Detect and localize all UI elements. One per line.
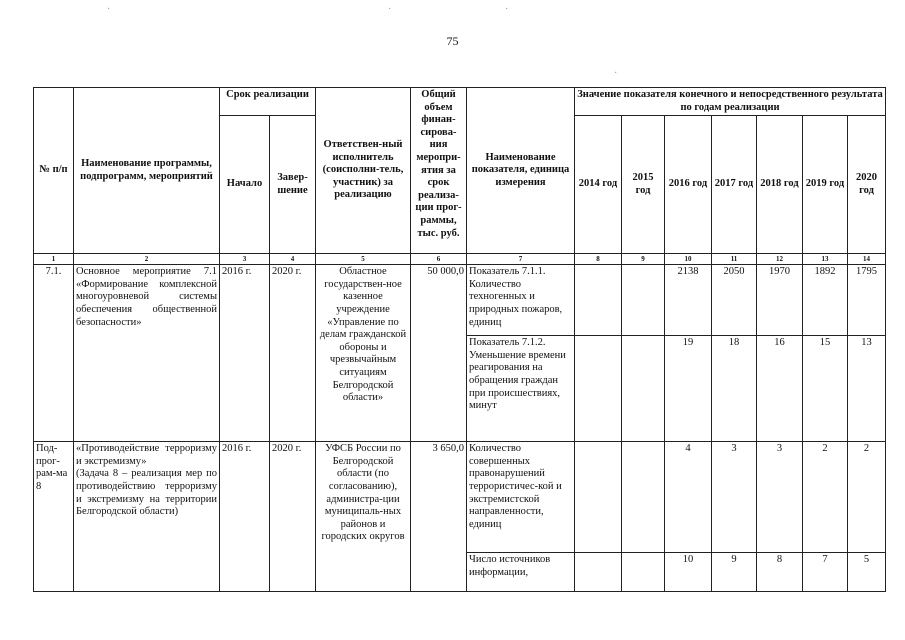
indicator-value	[575, 336, 622, 442]
column-number-row	[34, 254, 886, 265]
indicator-value	[622, 336, 665, 442]
indicator-value: 19	[665, 336, 712, 442]
scan-speck: ·	[388, 4, 392, 15]
row-funding: 50 000,0	[411, 265, 467, 442]
column-number: 8	[575, 254, 622, 265]
indicator-value: 9	[712, 553, 757, 592]
indicator-value: 5	[848, 553, 886, 592]
row-name: Основное мероприятие 7.1 «Формирование комплексной многоуровневой системы обеспечения общественной безопасности»	[74, 265, 220, 442]
indicator-value: 1795	[848, 265, 886, 336]
row-name-title: «Противодействие терроризму и экстремизму»	[76, 443, 217, 467]
indicator-value	[622, 553, 665, 592]
header-year: 2020 год	[848, 116, 886, 254]
row-funding: 3 650,0	[411, 442, 467, 592]
row-num: Под-прог-рам-ма 8	[34, 442, 74, 592]
header-year: 2017 год	[712, 116, 757, 254]
row-executor: Областное государствен-ное казенное учреждение «Управление по делам гражданской обороны и чрезвычайным ситуациям Белгородской области»	[316, 265, 411, 442]
indicator-name: Показатель 7.1.1. Количество техногенных и природных пожаров, единиц	[467, 265, 575, 336]
column-number: 12	[757, 254, 803, 265]
header-year: 2015 год	[622, 116, 665, 254]
header-year: 2014 год	[575, 116, 622, 254]
scan-speck: ·	[505, 4, 509, 15]
indicator-value: 2	[848, 442, 886, 553]
row-end: 2020 г.	[270, 442, 316, 592]
column-number: 6	[411, 254, 467, 265]
indicator-value: 16	[757, 336, 803, 442]
header-name: Наименование программы, подпрограмм, мероприятий	[74, 88, 220, 254]
header-values-group: Значение показателя конечного и непосредственного результата по годам реализации	[575, 88, 886, 116]
indicator-value: 2138	[665, 265, 712, 336]
indicator-value: 4	[665, 442, 712, 553]
indicator-value: 7	[803, 553, 848, 592]
indicator-value: 18	[712, 336, 757, 442]
indicator-name: Количество совершенных правонарушений террористичес-кой и экстремистской направленности, единиц	[467, 442, 575, 553]
header-executor: Ответствен-ный исполнитель (соисполни-тель, участник) за реализацию	[316, 88, 411, 254]
indicator-value: 1892	[803, 265, 848, 336]
row-start: 2016 г.	[220, 265, 270, 442]
header-year: 2019 год	[803, 116, 848, 254]
column-number: 11	[712, 254, 757, 265]
row-num: 7.1.	[34, 265, 74, 442]
page-number: 75	[446, 34, 459, 48]
scan-speck: ·	[107, 4, 111, 15]
indicator-value: 3	[757, 442, 803, 553]
column-number: 14	[848, 254, 886, 265]
header-term: Срок реализации	[220, 88, 316, 116]
scan-speck: ·	[614, 68, 618, 79]
column-number: 9	[622, 254, 665, 265]
indicator-value	[622, 442, 665, 553]
table-row	[34, 265, 886, 336]
column-number: 13	[803, 254, 848, 265]
header-funding: Общий объем финан-сирова-ния меропри-ятия за срок реализа-ции прог-раммы, тыс. руб.	[411, 88, 467, 254]
indicator-value: 8	[757, 553, 803, 592]
column-number: 10	[665, 254, 712, 265]
indicator-value: 15	[803, 336, 848, 442]
indicator-value: 13	[848, 336, 886, 442]
row-name-task: (Задача 8 – реализация мер по противодействию терроризму и экстремизму на территории Белгородской области)	[76, 468, 217, 518]
indicator-value	[622, 265, 665, 336]
header-term-start: Начало	[220, 116, 270, 254]
indicator-value: 2050	[712, 265, 757, 336]
program-table	[33, 87, 886, 592]
indicator-value	[575, 553, 622, 592]
indicator-name: Показатель 7.1.2. Уменьшение времени реагирования на обращения граждан при происшествиях, минут	[467, 336, 575, 442]
header-term-end: Завер-шение	[270, 116, 316, 254]
row-start: 2016 г.	[220, 442, 270, 592]
column-number: 5	[316, 254, 411, 265]
row-end: 2020 г.	[270, 265, 316, 442]
indicator-value	[575, 265, 622, 336]
table-row	[34, 442, 886, 553]
indicator-value: 3	[712, 442, 757, 553]
indicator-value: 1970	[757, 265, 803, 336]
indicator-value: 10	[665, 553, 712, 592]
indicator-name: Число источников информации,	[467, 553, 575, 592]
indicator-value: 2	[803, 442, 848, 553]
column-number: 1	[34, 254, 74, 265]
header-num: № п/п	[34, 88, 74, 254]
row-executor: УФСБ России по Белгородской области (по согласованию), администра-ции муниципаль-ных районов и городских округов	[316, 442, 411, 592]
header-year: 2018 год	[757, 116, 803, 254]
header-year: 2016 год	[665, 116, 712, 254]
column-number: 4	[270, 254, 316, 265]
header-indicator: Наименование показателя, единица измерения	[467, 88, 575, 254]
indicator-value	[575, 442, 622, 553]
row-name	[74, 442, 220, 592]
column-number: 7	[467, 254, 575, 265]
column-number: 3	[220, 254, 270, 265]
column-number: 2	[74, 254, 220, 265]
